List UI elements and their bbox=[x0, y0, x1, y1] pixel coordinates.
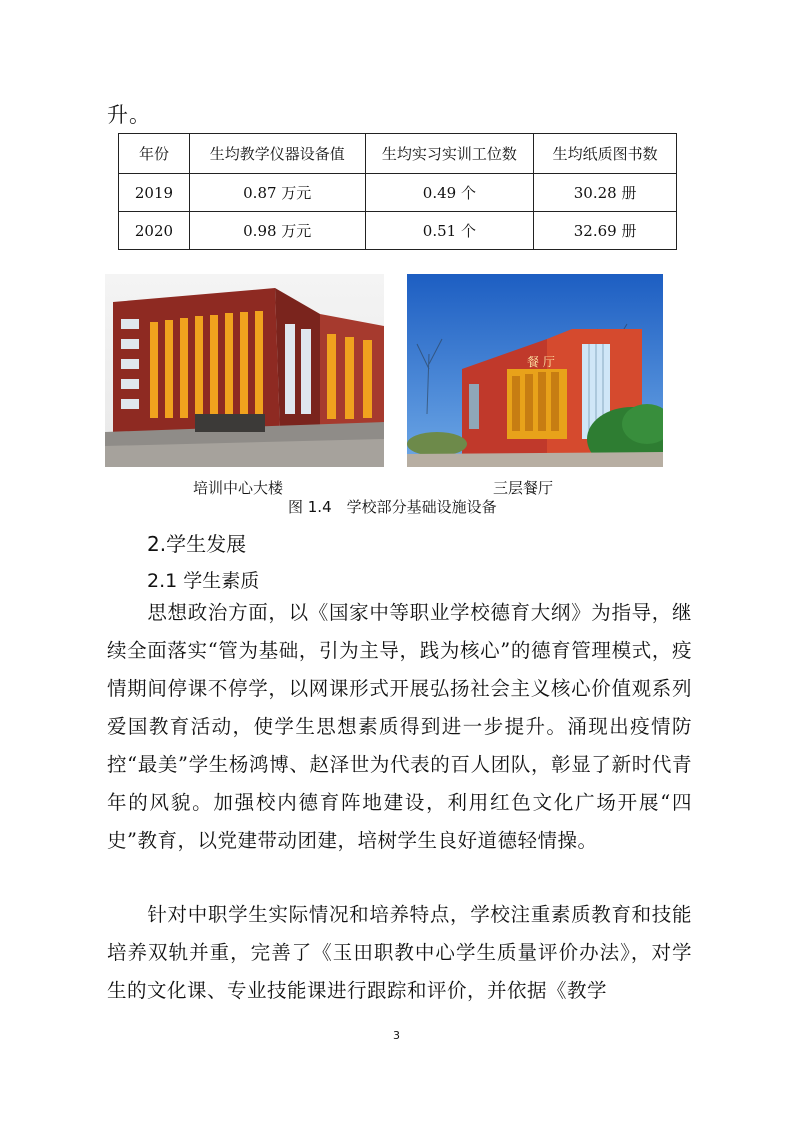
section-heading: 2.学生发展 bbox=[147, 532, 247, 556]
paragraph-ideology: 思想政治方面，以《国家中等职业学校德育大纲》为指导，继续全面落实“管为基础，引为主导，践为核心”的德育管理模式，疫情期间停课不停学，以网课形式开展弘扬社会主义核心价值观系列爱国教育活动，使学生思想素质得到进一步提升。涌现出疫情防控“最美”学生杨鸿博、赵泽世为代表的百人团队，彰显了新时代青年的风貌。加强校内德育阵地建设，利用红色文化广场开展“四史”教育，以党建带动团建，培树学生良好道德轻情操。 bbox=[107, 601, 692, 852]
table-cell: 0.51 个 bbox=[365, 212, 534, 250]
continued-text: 升。 bbox=[107, 103, 151, 127]
table-cell: 2019 bbox=[119, 174, 190, 212]
right-photo-caption: 三层餐厅 bbox=[493, 479, 554, 497]
per-student-resources-table bbox=[118, 133, 677, 250]
table-cell: 0.49 个 bbox=[365, 174, 534, 212]
header-equipment-value: 生均教学仪器设备值 bbox=[189, 134, 365, 174]
table-row bbox=[119, 174, 677, 212]
table-cell: 0.87 万元 bbox=[189, 174, 365, 212]
canteen-photo bbox=[407, 274, 663, 467]
table-cell: 30.28 册 bbox=[534, 174, 677, 212]
training-center-photo bbox=[105, 274, 384, 467]
header-books: 生均纸质图书数 bbox=[534, 134, 677, 174]
table-cell: 2020 bbox=[119, 212, 190, 250]
subsection-heading: 2.1 学生素质 bbox=[147, 570, 260, 592]
canteen-sign: 餐 厅 bbox=[527, 355, 555, 369]
table-cell: 32.69 册 bbox=[534, 212, 677, 250]
paragraph-quality-education: 针对中职学生实际情况和培养特点，学校注重素质教育和技能培养双轨并重，完善了《玉田职教中心学生质量评价办法》，对学生的文化课、专业技能课进行跟踪和评价，并依据《教学 bbox=[107, 903, 692, 1002]
table-cell: 0.98 万元 bbox=[189, 212, 365, 250]
figure-caption: 图 1.4 学校部分基础设施设备 bbox=[288, 498, 497, 516]
table-header-row bbox=[119, 134, 677, 174]
header-year: 年份 bbox=[119, 134, 190, 174]
header-training-stations: 生均实习实训工位数 bbox=[365, 134, 534, 174]
table-row bbox=[119, 212, 677, 250]
page-number: 3 bbox=[393, 1029, 400, 1042]
left-photo-caption: 培训中心大楼 bbox=[193, 479, 284, 497]
